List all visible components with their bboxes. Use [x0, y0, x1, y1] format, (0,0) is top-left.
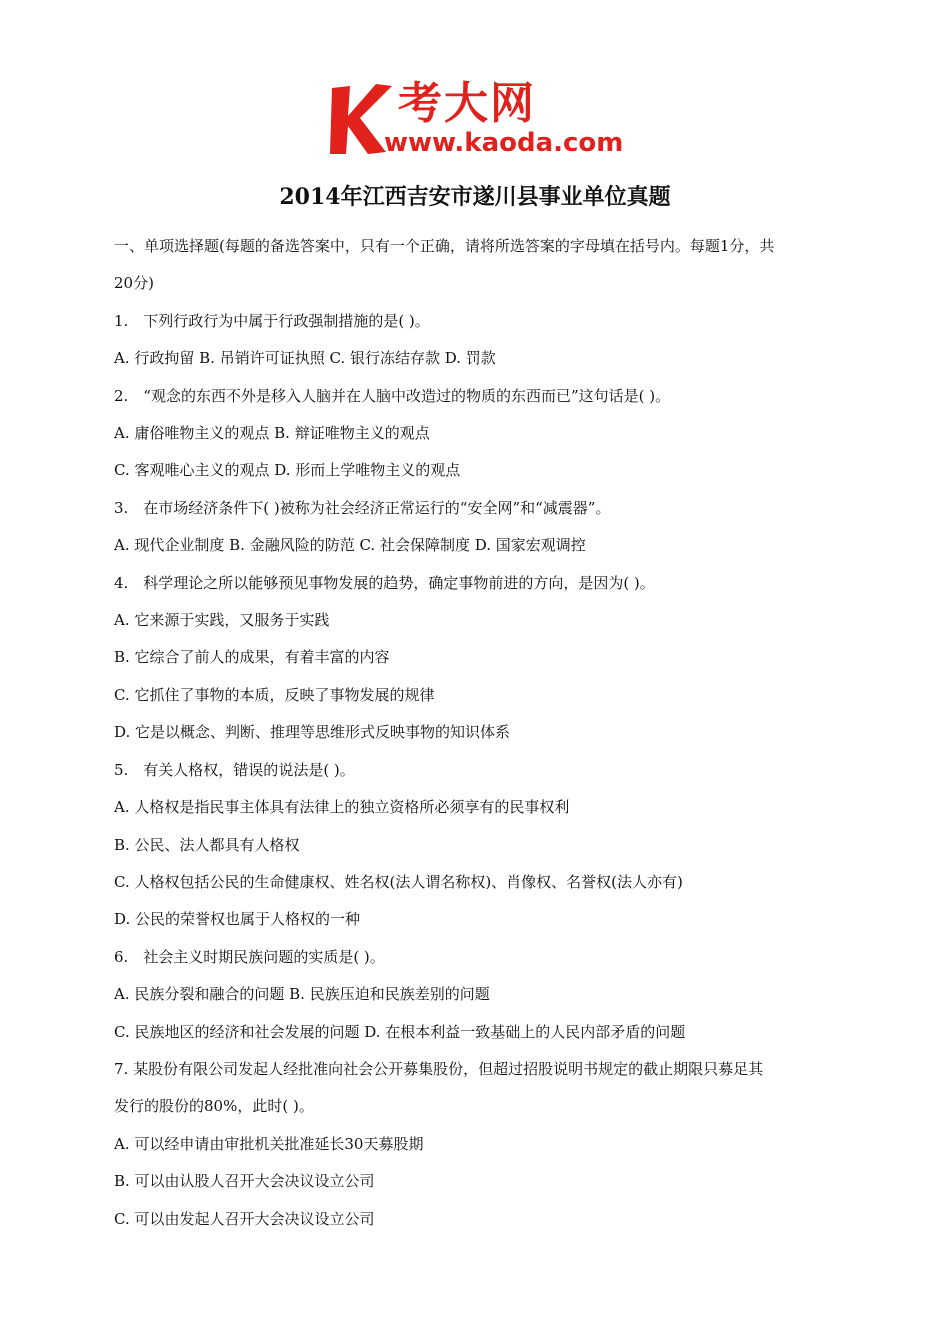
question-5-option-a: A. 人格权是指民事主体具有法律上的独立资格所必须享有的民事权利: [114, 798, 570, 817]
question-5-option-d: D. 公民的荣誉权也属于人格权的一种: [114, 910, 361, 929]
question-7-cont: 发行的股份的80%，此时( )。: [114, 1097, 314, 1116]
question-list: [114, 228, 840, 1238]
question-6: 6. 社会主义时期民族问题的实质是( )。: [114, 947, 385, 966]
logo-chinese-name: 考大网: [398, 78, 536, 129]
question-6-options-ab: A. 民族分裂和融合的问题 B. 民族压迫和民族差别的问题: [114, 985, 490, 1004]
question-2-options-ab: A. 庸俗唯物主义的观点 B. 辩证唯物主义的观点: [114, 424, 430, 443]
question-4: 4. 科学理论之所以能够预见事物发展的趋势，确定事物前进的方向，是因为( )。: [114, 573, 655, 592]
question-4-option-d: D. 它是以概念、判断、推理等思维形式反映事物的知识体系: [114, 723, 511, 742]
section-heading-cont: 20分): [114, 274, 154, 293]
question-1: 1. 下列行政行为中属于行政强制措施的是( )。: [114, 311, 430, 330]
question-7: 7. 某股份有限公司发起人经批准向社会公开募集股份，但超过招股说明书规定的截止期限只募足其: [114, 1059, 764, 1078]
question-2: 2. “观念的东西不外是移入人脑并在人脑中改造过的物质的东西而已”这句话是( )。: [114, 386, 671, 405]
logo-url: www.kaoda.com: [384, 128, 624, 158]
question-5-option-c: C. 人格权包括公民的生命健康权、姓名权(法人谓名称权)、肖像权、名誉权(法人亦有): [114, 872, 683, 891]
question-5: 5. 有关人格权，错误的说法是( )。: [114, 760, 355, 779]
document-title: 2014年江西吉安市遂川县事业单位真题: [279, 184, 671, 210]
question-3: 3. 在市场经济条件下( )被称为社会经济正常运行的“安全网”和“减震器”。: [114, 498, 611, 517]
question-4-option-a: A. 它来源于实践，又服务于实践: [114, 611, 330, 630]
question-5-option-b: B. 公民、法人都具有人格权: [114, 835, 300, 854]
section-heading: 一、单项选择题(每题的备选答案中，只有一个正确，请将所选答案的字母填在括号内。每题1分，共: [114, 237, 775, 255]
question-4-option-c: C. 它抓住了事物的本质，反映了事物发展的规律: [114, 685, 435, 704]
question-7-option-b: B. 可以由认股人召开大会决议设立公司: [114, 1172, 375, 1191]
question-2-options-cd: C. 客观唯心主义的观点 D. 形而上学唯物主义的观点: [114, 461, 461, 480]
question-4-option-b: B. 它综合了前人的成果，有着丰富的内容: [114, 648, 390, 667]
question-7-option-c: C. 可以由发起人召开大会决议设立公司: [114, 1209, 375, 1228]
question-3-options: A. 现代企业制度 B. 金融风险的防范 C. 社会保障制度 D. 国家宏观调控: [114, 536, 586, 555]
question-7-option-a: A. 可以经申请由审批机关批准延长30天募股期: [114, 1134, 424, 1153]
question-6-options-cd: C. 民族地区的经济和社会发展的问题 D. 在根本利益一致基础上的人民内部矛盾的问题: [114, 1022, 686, 1041]
site-logo[interactable]: [328, 78, 648, 160]
question-1-options: A. 行政拘留 B. 吊销许可证执照 C. 银行冻结存款 D. 罚款: [114, 349, 496, 368]
